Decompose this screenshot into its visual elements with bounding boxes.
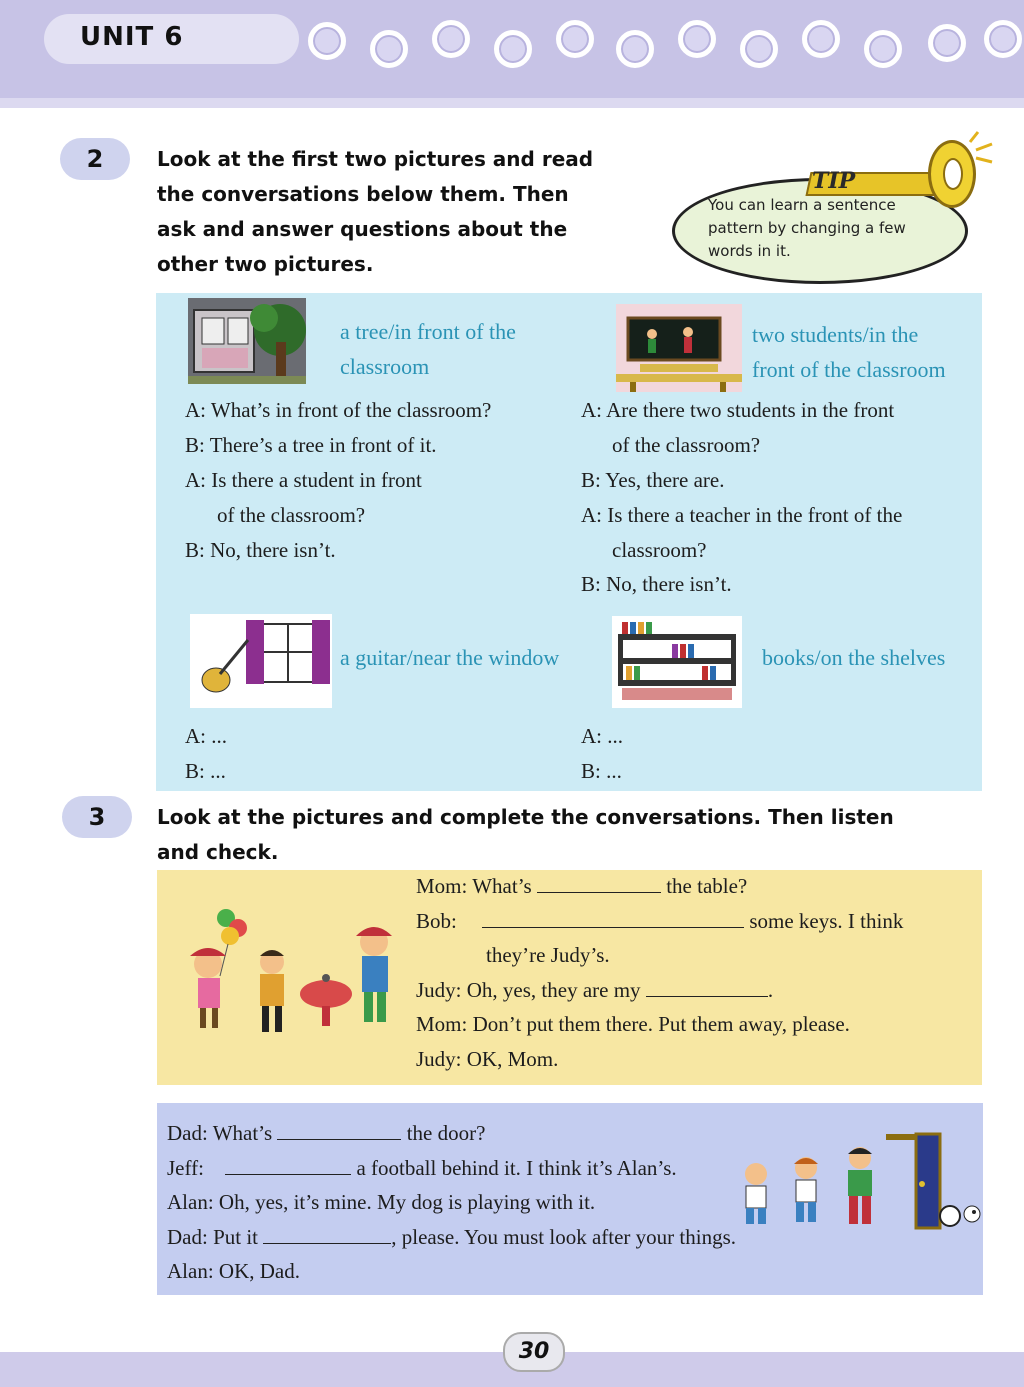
speaker: Judy: (416, 1047, 462, 1071)
line-text: , please. You must look after your things. (391, 1225, 736, 1249)
speaker: Alan: (167, 1259, 214, 1283)
dialog-line (416, 874, 747, 899)
cue-line: a tree/in front of the (340, 319, 516, 344)
ring-icon (616, 30, 654, 68)
ring-icon (928, 24, 966, 62)
answer-blank[interactable] (225, 1156, 351, 1175)
speaker: Judy: (416, 978, 462, 1002)
tip-line: You can learn a sentence (708, 196, 896, 214)
header-strip (0, 98, 1024, 108)
ring-icon (678, 20, 716, 58)
dialog-line (167, 1225, 736, 1250)
line-text: What’s (472, 874, 532, 898)
cue-line: classroom (340, 354, 430, 379)
line-text: What’s (212, 1121, 273, 1145)
sparkle-icon (966, 128, 996, 168)
dialog-line: B: ... (581, 759, 622, 783)
cue-books: books/on the shelves (762, 645, 946, 670)
dialog-line: B: There’s a tree in front of it. (185, 433, 437, 457)
line-text: some keys. I think (749, 909, 904, 933)
bookshelf-picture (612, 616, 742, 708)
speaker: Dad: (167, 1121, 208, 1145)
speaker: Mom: (416, 874, 468, 898)
speaker: Mom: (416, 1012, 468, 1036)
speaker: Jeff: (167, 1156, 204, 1180)
family-keys-picture (168, 906, 408, 1036)
dialog-line (167, 1259, 300, 1284)
dialog-line (416, 1012, 850, 1037)
dialog-line: A: ... (185, 724, 227, 748)
unit-title: UNIT 6 (80, 22, 184, 52)
students-blackboard-picture (616, 304, 742, 392)
ring-icon (864, 30, 902, 68)
dialog-line: B: No, there isn’t. (581, 572, 732, 596)
instruction-line: ask and answer questions about the (157, 217, 568, 241)
dialog-line (416, 909, 903, 934)
line-text: Put it (213, 1225, 259, 1249)
speaker: Bob: (416, 909, 457, 933)
dialog-line (167, 1190, 595, 1215)
instruction-line: other two pictures. (157, 252, 374, 276)
dialog-line (167, 1156, 677, 1181)
exercise-number-2: 2 (60, 138, 130, 180)
dialog-line: B: ... (185, 759, 226, 783)
instruction-line: Look at the first two pictures and read (157, 147, 594, 171)
ring-icon (308, 22, 346, 60)
ring-icon (802, 20, 840, 58)
line-text: a football behind it. I think it’s Alan’s. (356, 1156, 677, 1180)
exercise-number-3: 3 (62, 796, 132, 838)
dialog-line: of the classroom? (612, 433, 761, 457)
tree-classroom-picture (188, 298, 306, 384)
guitar-window-picture (190, 614, 332, 708)
answer-blank[interactable] (482, 909, 744, 928)
answer-blank[interactable] (277, 1121, 401, 1140)
line-text: OK, Dad. (218, 1259, 300, 1283)
tip-line: pattern by changing a few (708, 219, 906, 237)
tip-label: TIP (812, 168, 856, 194)
cue-tree (340, 314, 516, 384)
dialog-line: B: Yes, there are. (581, 468, 725, 492)
instruction-line: Look at the pictures and complete the conversations. Then listen (157, 805, 894, 829)
exercise-2-instruction (157, 142, 593, 282)
exercise-3-instruction (157, 800, 894, 870)
dialog-line (416, 1047, 558, 1072)
cue-guitar: a guitar/near the window (340, 645, 560, 670)
dialog-line: B: No, there isn’t. (185, 538, 336, 562)
dialog-line: A: What’s in front of the classroom? (185, 398, 492, 422)
dialog-line (167, 1121, 485, 1146)
tip-line: words in it. (708, 242, 791, 260)
dialog-line: A: Are there two students in the front (581, 398, 895, 422)
dialog-line: A: Is there a teacher in the front of the (581, 503, 903, 527)
boys-door-picture (736, 1130, 984, 1230)
answer-blank[interactable] (263, 1225, 391, 1244)
ring-icon (556, 20, 594, 58)
instruction-line: and check. (157, 840, 279, 864)
tip-text (708, 194, 906, 263)
line-text: OK, Mom. (466, 1047, 559, 1071)
dialog-line: A: Is there a student in front (185, 468, 422, 492)
line-text: the door? (406, 1121, 486, 1145)
line-text: . (767, 978, 774, 1002)
dialog-line: they’re Judy’s. (486, 943, 610, 967)
ring-icon (494, 30, 532, 68)
dialog-line (416, 978, 773, 1003)
line-text: Don’t put them there. Put them away, please. (472, 1012, 850, 1036)
line-text: Oh, yes, they are my (466, 978, 641, 1002)
dialog-line: A: ... (581, 724, 623, 748)
dialog-line: of the classroom? (217, 503, 366, 527)
line-text: the table? (666, 874, 748, 898)
dialog-line: classroom? (612, 538, 707, 562)
ring-icon (432, 20, 470, 58)
speaker: Alan: (167, 1190, 214, 1214)
answer-blank[interactable] (537, 874, 661, 893)
cue-line: two students/in the (752, 322, 919, 347)
instruction-line: the conversations below them. Then (157, 182, 569, 206)
ring-icon (984, 20, 1022, 58)
cue-line: front of the classroom (752, 357, 946, 382)
line-text: Oh, yes, it’s mine. My dog is playing with it. (218, 1190, 596, 1214)
answer-blank[interactable] (646, 978, 768, 997)
key-hole (943, 158, 963, 190)
ring-icon (370, 30, 408, 68)
page-number: 30 (503, 1332, 565, 1372)
ring-icon (740, 30, 778, 68)
speaker: Dad: (167, 1225, 208, 1249)
cue-students (752, 317, 946, 387)
